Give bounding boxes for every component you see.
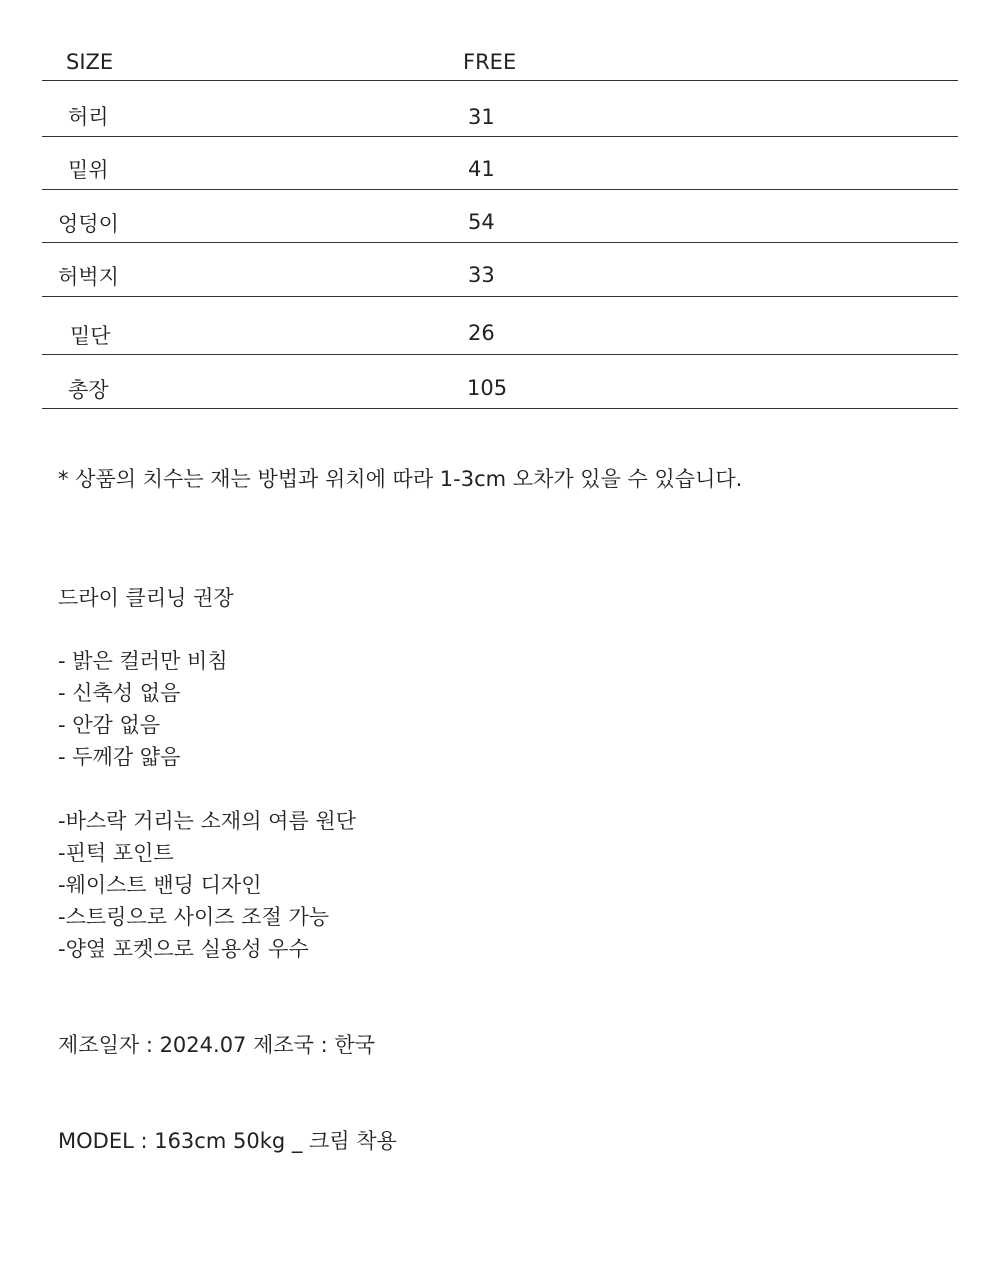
- table-row-length: [42, 355, 958, 409]
- row-value: 26: [468, 321, 495, 345]
- row-label: 밑위: [68, 158, 109, 182]
- manufacture-info: 제조일자 : 2024.07 제조국 : 한국: [58, 1033, 375, 1057]
- feature-item: -스트링으로 사이즈 조절 가능: [58, 905, 330, 929]
- table-row-hip: [42, 190, 958, 243]
- care-instruction: 드라이 클리닝 권장: [58, 586, 234, 610]
- row-value: 41: [468, 157, 495, 181]
- row-label: 엉덩이: [58, 212, 119, 236]
- feature-item: -핀턱 포인트: [58, 841, 174, 865]
- property-item: - 신축성 없음: [58, 681, 181, 705]
- model-info: MODEL : 163cm 50kg _ 크림 착용: [58, 1129, 397, 1153]
- row-value: 105: [467, 376, 508, 400]
- row-value: 54: [468, 210, 495, 234]
- size-column-header: SIZE: [66, 50, 114, 74]
- row-label: 총장: [68, 378, 109, 402]
- size-table-header: [42, 38, 958, 81]
- row-label: 밑단: [70, 324, 111, 348]
- table-row-thigh: [42, 243, 958, 297]
- feature-item: -바스락 거리는 소재의 여름 원단: [58, 809, 356, 833]
- row-label: 허리: [68, 105, 109, 129]
- feature-item: -양옆 포켓으로 실용성 우수: [58, 937, 309, 961]
- row-label: 허벅지: [58, 265, 119, 289]
- property-item: - 두께감 얇음: [58, 745, 181, 769]
- table-row-hem: [42, 297, 958, 355]
- measurement-note: * 상품의 치수는 재는 방법과 위치에 따라 1-3cm 오차가 있을 수 있습니다.: [58, 467, 743, 491]
- feature-item: -웨이스트 밴딩 디자인: [58, 873, 262, 897]
- row-value: 33: [468, 263, 495, 287]
- property-item: - 밝은 컬러만 비침: [58, 649, 228, 673]
- size-table: [42, 38, 958, 409]
- table-row-waist: [42, 81, 958, 137]
- property-item: - 안감 없음: [58, 713, 161, 737]
- table-row-rise: [42, 137, 958, 190]
- free-column-header: FREE: [463, 50, 517, 74]
- row-value: 31: [468, 105, 495, 129]
